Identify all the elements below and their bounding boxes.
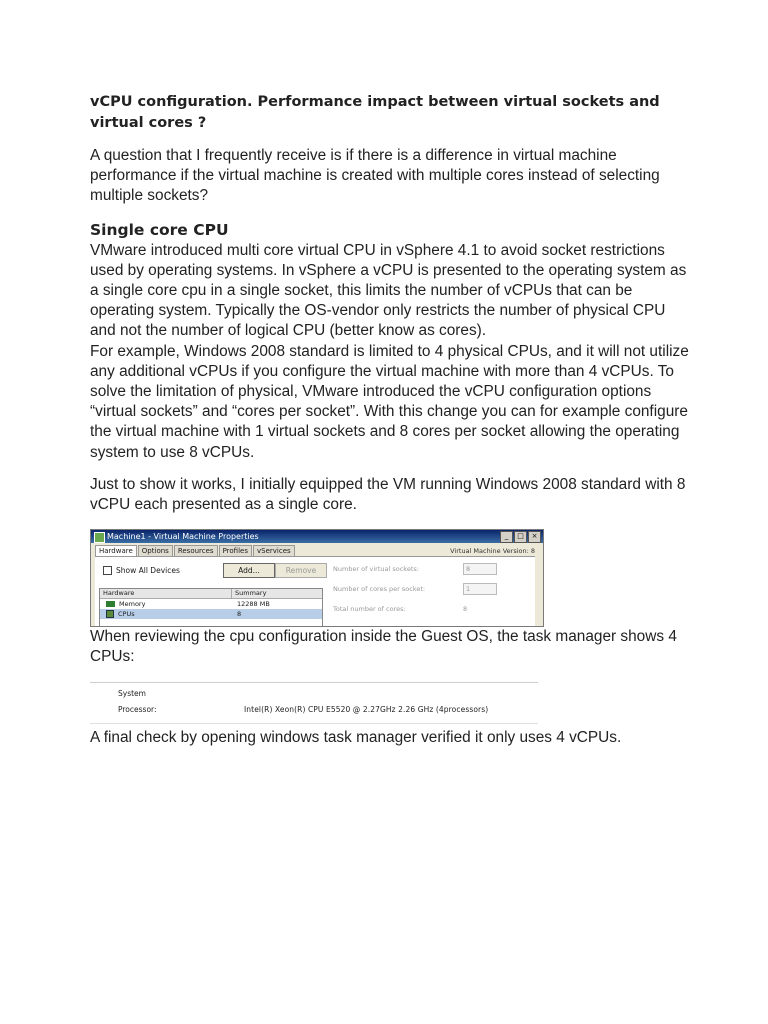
cores-per-socket-select: 1 [463,583,497,595]
show-all-devices-label: Show All Devices [116,566,180,576]
window-controls [500,531,541,543]
num-sockets-select: 8 [463,563,497,575]
system-info-screenshot [90,682,538,724]
processor-value: Intel(R) Xeon(R) CPU E5520 @ 2.27GHz 2.26 GHz (4processors) [244,704,489,714]
vm-app-icon [94,532,105,543]
total-cores-value: 8 [463,605,468,614]
show-all-devices [103,566,180,575]
list-item [100,599,322,609]
col-summary: Summary [235,589,267,598]
paragraph-2: For example, Windows 2008 standard is limited to 4 physical CPUs, and it will not utilize any additional vCPUs if you configure the virtual machine with more than 4 vCPUs. To solve the limitation of physical, VMware introduced the vCPU configuration options “virtual sockets” and “cores per socket”. With this change you can for example configure the virtual machine with 1 virtual sockets and 8 cores per socket allowing the operating system to use 8 vCPUs. [90,342,689,461]
memory-icon [106,601,115,607]
minimize-icon: _ [500,531,513,543]
vm-hardware-panel [95,556,535,627]
cores-per-socket-label: Number of cores per socket: [333,585,426,594]
tab-vservices: vServices [253,545,295,556]
row-name: CPUs [118,610,135,619]
vm-tabs [95,545,296,556]
row-summary: 8 [237,610,242,619]
paragraph-3: Just to show it works, I initially equipped the VM running Windows 2008 standard with 8 vCPU each presented as a single core. [90,475,686,514]
add-button: Add... [223,563,275,578]
row-summary: 12288 MB [237,600,270,609]
vm-title: Machine1 - Virtual Machine Properties [107,532,259,542]
hardware-list [99,588,323,627]
cpu-settings [333,565,533,625]
intro-paragraph: A question that I frequently receive is if there is a difference in virtual machine performance if the virtual machine is created with multiple cores instead of selecting multiple sockets? [90,147,660,205]
tab-resources: Resources [174,545,218,556]
paragraph-1: VMware introduced multi core virtual CPU in vSphere 4.1 to avoid socket restrictions used by operating systems. In vSphere a vCPU is presented to the operating system as a single core cpu in a single socket, this limits the number of vCPUs that can be operating system. Typically the OS-vendor only restricts the number of physical CPU and not the number of logical CPU (better know as cores). [90,241,687,340]
paragraph-4: When reviewing the cpu configuration inside the Guest OS, the task manager shows 4 CPUs: [90,628,677,666]
article [90,92,690,748]
tab-options: Options [138,545,173,556]
vm-titlebar [91,530,543,543]
checkbox-icon [103,566,112,575]
section-heading: Single core CPU [90,220,229,239]
row-name: Memory [119,600,146,609]
system-heading: System [118,688,146,698]
tab-hardware: Hardware [95,545,137,556]
list-item [100,609,322,619]
remove-button: Remove [275,563,327,578]
processor-label: Processor: [118,704,157,714]
tab-profiles: Profiles [219,545,252,556]
close-icon: × [528,531,541,543]
total-cores-label: Total number of cores: [333,605,406,614]
hardware-list-header [100,589,322,599]
paragraph-5: A final check by opening windows task manager verified it only uses 4 vCPUs. [90,728,622,746]
vm-version: Virtual Machine Version: 8 [450,547,535,556]
cpu-icon [106,610,114,618]
article-title: vCPU configuration. Performance impact between virtual sockets and virtual cores ? [90,94,660,131]
maximize-icon: □ [514,531,527,543]
col-hardware: Hardware [100,589,232,598]
vm-properties-screenshot [90,529,544,627]
num-sockets-label: Number of virtual sockets: [333,565,419,574]
